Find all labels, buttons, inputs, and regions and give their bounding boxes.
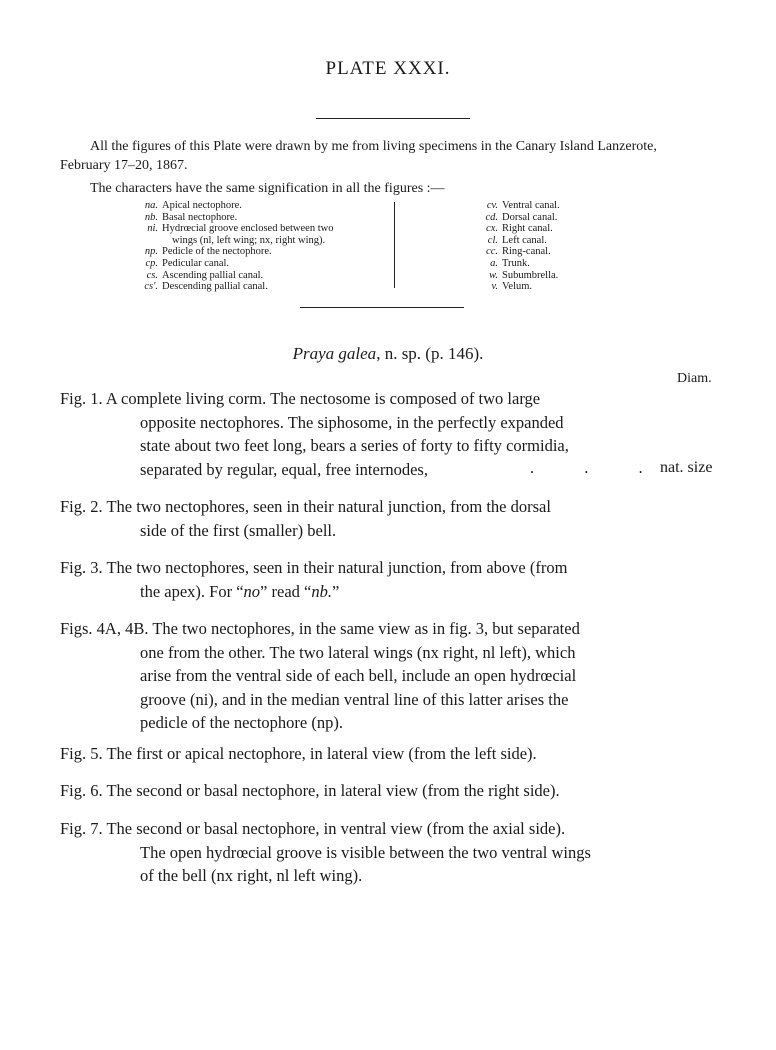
legend-item [136,281,388,293]
legend-key: cs. [146,269,158,281]
legend-key: cc. [486,246,498,258]
plate-title: PLATE XXXI. [325,58,451,79]
legend-item [476,212,616,224]
legend-right [476,200,616,293]
caption-text: ” [331,581,340,601]
legend-value: Descending pallial canal. [162,281,268,293]
caption-italic: nb. [311,581,332,601]
caption-text: groove (ni), and in the median ventral line of this latter arises the [140,689,569,709]
caption-text: pedicle of the nectophore (np). [140,713,343,733]
figure-label: Fig. 5. [60,744,103,763]
legend-value: Basal nectophore. [162,211,238,223]
legend-key: v. [491,281,498,293]
intro-line-2: February 17–20, 1867. [60,158,188,173]
intro-line-1: All the figures of this Plate were drawn by me from living specimens in the Canary Island Lanzerote, [90,139,657,154]
caption-italic: no [243,581,261,601]
section-heading [0,344,776,364]
caption-text: state about two feet long, bears a series of forty to fifty cormidia, [140,436,569,456]
legend-item [476,258,616,270]
caption-text: The two nectophores, seen in their natural junction, from the dorsal [106,497,551,516]
legend-value: Dorsal canal. [502,211,558,223]
legend-key: cs'. [144,281,158,293]
figure-label: Fig. 2. [60,497,103,516]
species-reference: , n. sp. (p. 146). [376,344,484,363]
legend-item [136,235,388,247]
figure-3-caption [60,556,660,603]
legend-key: cv. [486,200,498,211]
nat-size-label: nat. size [660,459,713,476]
leader-dots: . . . [530,458,643,477]
species-name: Praya galea [292,344,377,363]
legend-value: Pedicle of the nectophore. [162,246,272,258]
caption-text: opposite nectophores. The siphosome, in the perfectly expanded [140,412,564,432]
legend-key: cp. [145,257,158,269]
legend-item [476,223,616,235]
caption-text: arise from the ventral side of each bell, include an open hydrœcial [140,666,577,686]
figure-7-caption [60,817,660,888]
diam-column-label: Diam. [677,371,712,386]
intro-line-3: The characters have the same signification in all the figures :— [90,181,445,196]
intro-paragraph [60,137,730,198]
legend-bottom-divider [300,307,464,308]
legend-left [136,200,388,293]
legend-item [136,223,388,235]
caption-text: one from the other. The two lateral wings (nx right, nl left), which [140,642,576,662]
figure-2-caption [60,495,660,542]
caption-text: A complete living corm. The nectosome is composed of two large [105,389,541,408]
figure-6-caption [60,779,660,803]
caption-text: separated by regular, equal, free internodes, [140,459,428,479]
legend-key: cx. [486,223,498,235]
caption-text: The second or basal nectophore, in ventral view (from the axial side). [106,819,566,838]
caption-text: ” read “ [260,581,312,601]
caption-text: The two nectophores, seen in their natural junction, from above (from [106,558,568,577]
legend-value: Velum. [502,281,533,293]
legend-key: nb. [144,211,158,223]
legend-value: wings (nl, left wing; nx, right wing). [172,234,326,246]
legend-value: Trunk. [502,257,530,269]
legend-item [136,258,388,270]
figure-5-caption [60,742,660,766]
legend-key: ni. [147,223,158,235]
legend-item [136,212,388,224]
caption-text: The two nectophores, in the same view as in fig. 3, but separated [152,619,580,638]
legend-value: Apical nectophore. [162,200,242,211]
legend-key: na. [144,200,158,211]
legend-key: a. [490,257,498,269]
caption-text: The second or basal nectophore, in lateral view (from the right side). [106,781,560,800]
figure-4-caption [60,617,660,735]
figure-label: Figs. 4A, 4B. [60,619,149,638]
legend-value: Subumbrella. [502,269,559,281]
legend-item [136,200,388,212]
legend-key [136,235,162,247]
caption-text: side of the first (smaller) bell. [140,520,337,540]
figure-label: Fig. 7. [60,819,103,838]
caption-text: The open hydrœcial groove is visible between the two ventral wings [140,842,591,862]
legend-item [476,246,616,258]
legend-key: cd. [485,211,498,223]
legend-value: Ring-canal. [502,246,551,258]
figure-label: Fig. 1. [60,389,103,408]
legend-item [476,200,616,212]
legend-divider [394,202,395,288]
title-divider [316,118,470,119]
legend-item [476,270,616,282]
legend-value: Right canal. [502,223,553,235]
legend-item [476,235,616,247]
caption-text: the apex). For “ [140,581,244,601]
legend-item [476,281,616,293]
caption-text: of the bell (nx right, nl left wing). [140,866,363,886]
figure-label: Fig. 3. [60,558,103,577]
caption-text: The first or apical nectophore, in lateral view (from the left side). [106,744,537,763]
legend-item [136,246,388,258]
legend-key: w. [489,269,498,281]
legend-value: Pedicular canal. [162,257,230,269]
legend-key: np. [144,246,158,258]
legend-key: cl. [487,234,498,246]
figure-label: Fig. 6. [60,781,103,800]
legend-item [136,270,388,282]
legend-value: Hydrœcial groove enclosed between two [162,223,334,235]
legend-value: Ventral canal. [502,200,560,211]
legend-value: Left canal. [502,234,547,246]
legend-value: Ascending pallial canal. [162,269,264,281]
